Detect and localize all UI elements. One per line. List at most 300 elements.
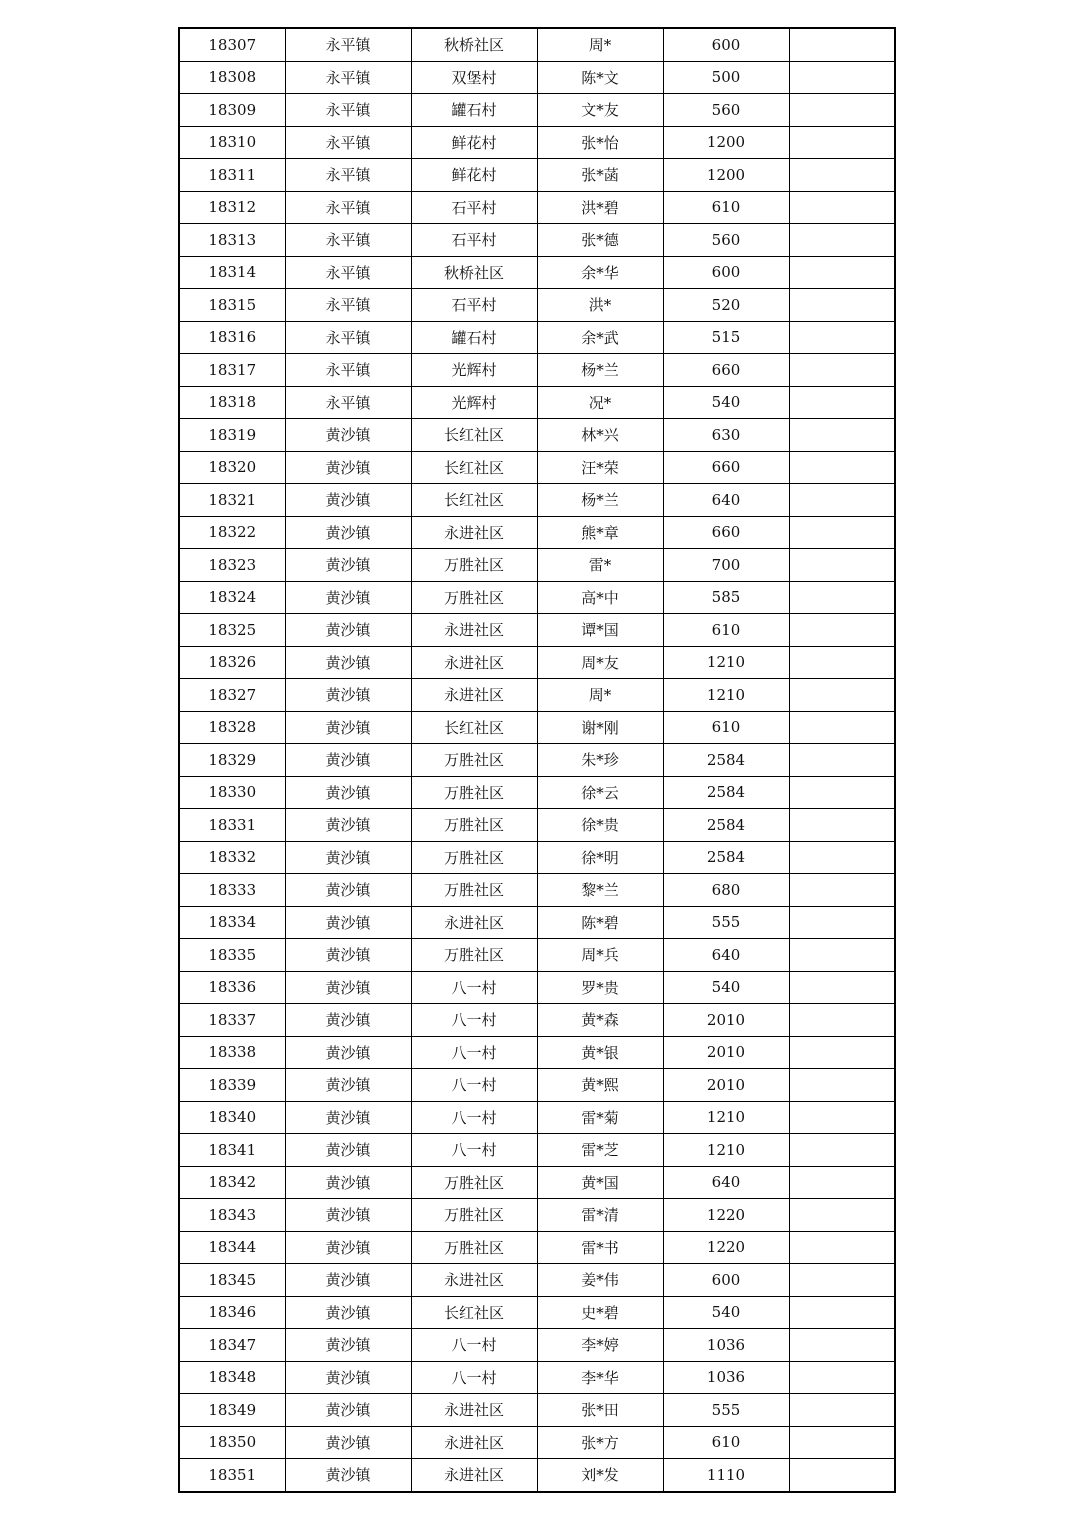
- village-cell: 八一村: [411, 971, 537, 1004]
- table-row: [179, 744, 895, 777]
- name-cell: 汪*荣: [537, 451, 663, 484]
- village-cell: 八一村: [411, 1101, 537, 1134]
- table-row: [179, 1101, 895, 1134]
- town-cell: 永平镇: [285, 386, 411, 419]
- remark-cell: [789, 1004, 895, 1037]
- amount-cell: 660: [663, 354, 789, 387]
- name-cell: 张*菡: [537, 159, 663, 192]
- village-cell: 万胜社区: [411, 1231, 537, 1264]
- name-cell: 谢*刚: [537, 711, 663, 744]
- amount-cell: 660: [663, 516, 789, 549]
- town-cell: 永平镇: [285, 224, 411, 257]
- town-cell: 黄沙镇: [285, 1134, 411, 1167]
- table-row: [179, 581, 895, 614]
- name-cell: 张*田: [537, 1394, 663, 1427]
- name-cell: 洪*碧: [537, 191, 663, 224]
- table-row: [179, 256, 895, 289]
- name-cell: 黄*森: [537, 1004, 663, 1037]
- amount-cell: 640: [663, 484, 789, 517]
- name-cell: 雷*菊: [537, 1101, 663, 1134]
- town-cell: 黄沙镇: [285, 776, 411, 809]
- amount-cell: 1036: [663, 1361, 789, 1394]
- village-cell: 万胜社区: [411, 874, 537, 907]
- amount-cell: 610: [663, 614, 789, 647]
- village-cell: 鲜花村: [411, 126, 537, 159]
- name-cell: 姜*伟: [537, 1264, 663, 1297]
- remark-cell: [789, 419, 895, 452]
- town-cell: 黄沙镇: [285, 1296, 411, 1329]
- table-row: [179, 679, 895, 712]
- amount-cell: 610: [663, 1426, 789, 1459]
- serial-number-cell: 18321: [179, 484, 285, 517]
- amount-cell: 2584: [663, 809, 789, 842]
- table-row: [179, 419, 895, 452]
- village-cell: 八一村: [411, 1036, 537, 1069]
- table-row: [179, 321, 895, 354]
- serial-number-cell: 18347: [179, 1329, 285, 1362]
- town-cell: 黄沙镇: [285, 1004, 411, 1037]
- village-cell: 石平村: [411, 224, 537, 257]
- name-cell: 罗*贵: [537, 971, 663, 1004]
- village-cell: 八一村: [411, 1004, 537, 1037]
- village-cell: 长红社区: [411, 451, 537, 484]
- amount-cell: 515: [663, 321, 789, 354]
- remark-cell: [789, 1166, 895, 1199]
- table-row: [179, 516, 895, 549]
- town-cell: 黄沙镇: [285, 1069, 411, 1102]
- village-cell: 永进社区: [411, 614, 537, 647]
- table-row: [179, 1069, 895, 1102]
- village-cell: 万胜社区: [411, 581, 537, 614]
- serial-number-cell: 18315: [179, 289, 285, 322]
- name-cell: 周*兵: [537, 939, 663, 972]
- town-cell: 永平镇: [285, 191, 411, 224]
- serial-number-cell: 18311: [179, 159, 285, 192]
- serial-number-cell: 18318: [179, 386, 285, 419]
- name-cell: 周*: [537, 679, 663, 712]
- name-cell: 余*华: [537, 256, 663, 289]
- table-row: [179, 224, 895, 257]
- remark-cell: [789, 711, 895, 744]
- serial-number-cell: 18319: [179, 419, 285, 452]
- town-cell: 永平镇: [285, 28, 411, 61]
- name-cell: 熊*章: [537, 516, 663, 549]
- amount-cell: 2584: [663, 744, 789, 777]
- remark-cell: [789, 1394, 895, 1427]
- amount-cell: 700: [663, 549, 789, 582]
- remark-cell: [789, 386, 895, 419]
- village-cell: 永进社区: [411, 679, 537, 712]
- remark-cell: [789, 321, 895, 354]
- village-cell: 双堡村: [411, 61, 537, 94]
- remark-cell: [789, 1329, 895, 1362]
- serial-number-cell: 18325: [179, 614, 285, 647]
- remark-cell: [789, 1069, 895, 1102]
- town-cell: 永平镇: [285, 354, 411, 387]
- town-cell: 黄沙镇: [285, 1394, 411, 1427]
- serial-number-cell: 18339: [179, 1069, 285, 1102]
- amount-cell: 1210: [663, 646, 789, 679]
- amount-cell: 500: [663, 61, 789, 94]
- name-cell: 张*怡: [537, 126, 663, 159]
- amount-cell: 640: [663, 939, 789, 972]
- serial-number-cell: 18308: [179, 61, 285, 94]
- table-row: [179, 776, 895, 809]
- town-cell: 黄沙镇: [285, 711, 411, 744]
- village-cell: 万胜社区: [411, 939, 537, 972]
- serial-number-cell: 18317: [179, 354, 285, 387]
- serial-number-cell: 18332: [179, 841, 285, 874]
- amount-cell: 1210: [663, 1101, 789, 1134]
- town-cell: 黄沙镇: [285, 971, 411, 1004]
- name-cell: 陈*碧: [537, 906, 663, 939]
- table-row: [179, 1004, 895, 1037]
- remark-cell: [789, 451, 895, 484]
- serial-number-cell: 18335: [179, 939, 285, 972]
- serial-number-cell: 18350: [179, 1426, 285, 1459]
- town-cell: 永平镇: [285, 159, 411, 192]
- village-cell: 永进社区: [411, 516, 537, 549]
- town-cell: 黄沙镇: [285, 1329, 411, 1362]
- amount-cell: 1200: [663, 126, 789, 159]
- remark-cell: [789, 971, 895, 1004]
- remark-cell: [789, 484, 895, 517]
- amount-cell: 600: [663, 1264, 789, 1297]
- remark-cell: [789, 224, 895, 257]
- serial-number-cell: 18329: [179, 744, 285, 777]
- remark-cell: [789, 28, 895, 61]
- town-cell: 黄沙镇: [285, 1459, 411, 1492]
- town-cell: 黄沙镇: [285, 549, 411, 582]
- name-cell: 陈*文: [537, 61, 663, 94]
- serial-number-cell: 18342: [179, 1166, 285, 1199]
- remark-cell: [789, 809, 895, 842]
- amount-cell: 610: [663, 711, 789, 744]
- village-cell: 光辉村: [411, 386, 537, 419]
- amount-cell: 1210: [663, 679, 789, 712]
- town-cell: 黄沙镇: [285, 1231, 411, 1264]
- name-cell: 李*婷: [537, 1329, 663, 1362]
- table-row: [179, 94, 895, 127]
- name-cell: 张*方: [537, 1426, 663, 1459]
- serial-number-cell: 18326: [179, 646, 285, 679]
- amount-cell: 1220: [663, 1199, 789, 1232]
- serial-number-cell: 18328: [179, 711, 285, 744]
- remark-cell: [789, 1036, 895, 1069]
- town-cell: 黄沙镇: [285, 939, 411, 972]
- serial-number-cell: 18309: [179, 94, 285, 127]
- town-cell: 黄沙镇: [285, 809, 411, 842]
- village-cell: 长红社区: [411, 419, 537, 452]
- name-cell: 雷*书: [537, 1231, 663, 1264]
- town-cell: 黄沙镇: [285, 1036, 411, 1069]
- name-cell: 林*兴: [537, 419, 663, 452]
- town-cell: 永平镇: [285, 94, 411, 127]
- village-cell: 永进社区: [411, 1426, 537, 1459]
- village-cell: 永进社区: [411, 1459, 537, 1492]
- table-row: [179, 354, 895, 387]
- table-row: [179, 549, 895, 582]
- amount-cell: 2010: [663, 1004, 789, 1037]
- amount-cell: 680: [663, 874, 789, 907]
- serial-number-cell: 18322: [179, 516, 285, 549]
- village-cell: 万胜社区: [411, 744, 537, 777]
- amount-cell: 560: [663, 94, 789, 127]
- town-cell: 黄沙镇: [285, 679, 411, 712]
- table-row: [179, 1199, 895, 1232]
- name-cell: 黄*银: [537, 1036, 663, 1069]
- town-cell: 黄沙镇: [285, 1361, 411, 1394]
- remark-cell: [789, 1426, 895, 1459]
- amount-cell: 540: [663, 386, 789, 419]
- serial-number-cell: 18316: [179, 321, 285, 354]
- serial-number-cell: 18330: [179, 776, 285, 809]
- remark-cell: [789, 289, 895, 322]
- town-cell: 黄沙镇: [285, 874, 411, 907]
- name-cell: 况*: [537, 386, 663, 419]
- serial-number-cell: 18310: [179, 126, 285, 159]
- name-cell: 周*: [537, 28, 663, 61]
- serial-number-cell: 18351: [179, 1459, 285, 1492]
- name-cell: 徐*云: [537, 776, 663, 809]
- amount-cell: 600: [663, 256, 789, 289]
- village-cell: 鲜花村: [411, 159, 537, 192]
- village-cell: 万胜社区: [411, 776, 537, 809]
- remark-cell: [789, 776, 895, 809]
- remark-cell: [789, 874, 895, 907]
- name-cell: 徐*贵: [537, 809, 663, 842]
- village-cell: 永进社区: [411, 646, 537, 679]
- town-cell: 黄沙镇: [285, 516, 411, 549]
- remark-cell: [789, 841, 895, 874]
- name-cell: 洪*: [537, 289, 663, 322]
- serial-number-cell: 18331: [179, 809, 285, 842]
- village-cell: 秋桥社区: [411, 28, 537, 61]
- amount-cell: 630: [663, 419, 789, 452]
- remark-cell: [789, 1296, 895, 1329]
- amount-cell: 540: [663, 971, 789, 1004]
- table-row: [179, 614, 895, 647]
- town-cell: 黄沙镇: [285, 744, 411, 777]
- village-cell: 石平村: [411, 191, 537, 224]
- village-cell: 万胜社区: [411, 841, 537, 874]
- table-row: [179, 451, 895, 484]
- village-cell: 万胜社区: [411, 1166, 537, 1199]
- town-cell: 黄沙镇: [285, 1264, 411, 1297]
- amount-cell: 520: [663, 289, 789, 322]
- remark-cell: [789, 1361, 895, 1394]
- remark-cell: [789, 159, 895, 192]
- town-cell: 永平镇: [285, 126, 411, 159]
- serial-number-cell: 18313: [179, 224, 285, 257]
- serial-number-cell: 18341: [179, 1134, 285, 1167]
- remark-cell: [789, 1134, 895, 1167]
- serial-number-cell: 18314: [179, 256, 285, 289]
- village-cell: 永进社区: [411, 906, 537, 939]
- table-row: [179, 971, 895, 1004]
- name-cell: 文*友: [537, 94, 663, 127]
- serial-number-cell: 18338: [179, 1036, 285, 1069]
- remark-cell: [789, 939, 895, 972]
- town-cell: 黄沙镇: [285, 906, 411, 939]
- amount-cell: 2584: [663, 776, 789, 809]
- remark-cell: [789, 1199, 895, 1232]
- village-cell: 万胜社区: [411, 1199, 537, 1232]
- village-cell: 秋桥社区: [411, 256, 537, 289]
- name-cell: 朱*珍: [537, 744, 663, 777]
- remark-cell: [789, 1231, 895, 1264]
- amount-cell: 2584: [663, 841, 789, 874]
- town-cell: 黄沙镇: [285, 419, 411, 452]
- table-row: [179, 939, 895, 972]
- serial-number-cell: 18320: [179, 451, 285, 484]
- name-cell: 张*德: [537, 224, 663, 257]
- remark-cell: [789, 94, 895, 127]
- amount-cell: 1110: [663, 1459, 789, 1492]
- serial-number-cell: 18334: [179, 906, 285, 939]
- amount-cell: 640: [663, 1166, 789, 1199]
- amount-cell: 585: [663, 581, 789, 614]
- table-row: [179, 1329, 895, 1362]
- remark-cell: [789, 1264, 895, 1297]
- serial-number-cell: 18333: [179, 874, 285, 907]
- serial-number-cell: 18324: [179, 581, 285, 614]
- remark-cell: [789, 549, 895, 582]
- table-row: [179, 1231, 895, 1264]
- town-cell: 永平镇: [285, 321, 411, 354]
- serial-number-cell: 18345: [179, 1264, 285, 1297]
- table-row: [179, 484, 895, 517]
- table-row: [179, 646, 895, 679]
- records-table-body: [179, 28, 895, 1492]
- town-cell: 黄沙镇: [285, 614, 411, 647]
- amount-cell: 540: [663, 1296, 789, 1329]
- serial-number-cell: 18349: [179, 1394, 285, 1427]
- name-cell: 黄*国: [537, 1166, 663, 1199]
- town-cell: 黄沙镇: [285, 581, 411, 614]
- town-cell: 黄沙镇: [285, 1426, 411, 1459]
- table-row: [179, 1296, 895, 1329]
- table-row: [179, 126, 895, 159]
- remark-cell: [789, 126, 895, 159]
- amount-cell: 1220: [663, 1231, 789, 1264]
- remark-cell: [789, 744, 895, 777]
- table-row: [179, 1361, 895, 1394]
- name-cell: 雷*芝: [537, 1134, 663, 1167]
- name-cell: 谭*国: [537, 614, 663, 647]
- town-cell: 永平镇: [285, 256, 411, 289]
- village-cell: 罐石村: [411, 321, 537, 354]
- serial-number-cell: 18312: [179, 191, 285, 224]
- table-row: [179, 159, 895, 192]
- name-cell: 余*武: [537, 321, 663, 354]
- name-cell: 李*华: [537, 1361, 663, 1394]
- remark-cell: [789, 256, 895, 289]
- remark-cell: [789, 679, 895, 712]
- table-row: [179, 906, 895, 939]
- amount-cell: 2010: [663, 1036, 789, 1069]
- name-cell: 杨*兰: [537, 354, 663, 387]
- table-row: [179, 28, 895, 61]
- serial-number-cell: 18340: [179, 1101, 285, 1134]
- amount-cell: 610: [663, 191, 789, 224]
- table-row: [179, 1134, 895, 1167]
- serial-number-cell: 18323: [179, 549, 285, 582]
- amount-cell: 560: [663, 224, 789, 257]
- remark-cell: [789, 1101, 895, 1134]
- town-cell: 黄沙镇: [285, 1101, 411, 1134]
- table-row: [179, 711, 895, 744]
- table-row: [179, 809, 895, 842]
- village-cell: 八一村: [411, 1069, 537, 1102]
- town-cell: 黄沙镇: [285, 1199, 411, 1232]
- table-row: [179, 1036, 895, 1069]
- village-cell: 八一村: [411, 1361, 537, 1394]
- village-cell: 石平村: [411, 289, 537, 322]
- remark-cell: [789, 906, 895, 939]
- village-cell: 八一村: [411, 1134, 537, 1167]
- town-cell: 黄沙镇: [285, 1166, 411, 1199]
- serial-number-cell: 18346: [179, 1296, 285, 1329]
- amount-cell: 1210: [663, 1134, 789, 1167]
- serial-number-cell: 18343: [179, 1199, 285, 1232]
- village-cell: 永进社区: [411, 1264, 537, 1297]
- table-row: [179, 1166, 895, 1199]
- table-row: [179, 1394, 895, 1427]
- village-cell: 光辉村: [411, 354, 537, 387]
- table-row: [179, 191, 895, 224]
- town-cell: 永平镇: [285, 289, 411, 322]
- amount-cell: 555: [663, 1394, 789, 1427]
- village-cell: 长红社区: [411, 1296, 537, 1329]
- name-cell: 刘*发: [537, 1459, 663, 1492]
- remark-cell: [789, 191, 895, 224]
- village-cell: 万胜社区: [411, 549, 537, 582]
- village-cell: 八一村: [411, 1329, 537, 1362]
- remark-cell: [789, 61, 895, 94]
- table-row: [179, 841, 895, 874]
- table-row: [179, 1426, 895, 1459]
- document-page: [178, 27, 894, 1493]
- town-cell: 黄沙镇: [285, 451, 411, 484]
- name-cell: 黎*兰: [537, 874, 663, 907]
- amount-cell: 555: [663, 906, 789, 939]
- serial-number-cell: 18344: [179, 1231, 285, 1264]
- village-cell: 罐石村: [411, 94, 537, 127]
- town-cell: 黄沙镇: [285, 841, 411, 874]
- town-cell: 黄沙镇: [285, 646, 411, 679]
- serial-number-cell: 18348: [179, 1361, 285, 1394]
- serial-number-cell: 18307: [179, 28, 285, 61]
- amount-cell: 600: [663, 28, 789, 61]
- remark-cell: [789, 614, 895, 647]
- records-table: [178, 27, 896, 1493]
- table-row: [179, 874, 895, 907]
- amount-cell: 1200: [663, 159, 789, 192]
- name-cell: 高*中: [537, 581, 663, 614]
- remark-cell: [789, 516, 895, 549]
- town-cell: 黄沙镇: [285, 484, 411, 517]
- village-cell: 长红社区: [411, 484, 537, 517]
- amount-cell: 660: [663, 451, 789, 484]
- name-cell: 史*碧: [537, 1296, 663, 1329]
- amount-cell: 1036: [663, 1329, 789, 1362]
- amount-cell: 2010: [663, 1069, 789, 1102]
- serial-number-cell: 18337: [179, 1004, 285, 1037]
- name-cell: 雷*清: [537, 1199, 663, 1232]
- serial-number-cell: 18327: [179, 679, 285, 712]
- table-row: [179, 61, 895, 94]
